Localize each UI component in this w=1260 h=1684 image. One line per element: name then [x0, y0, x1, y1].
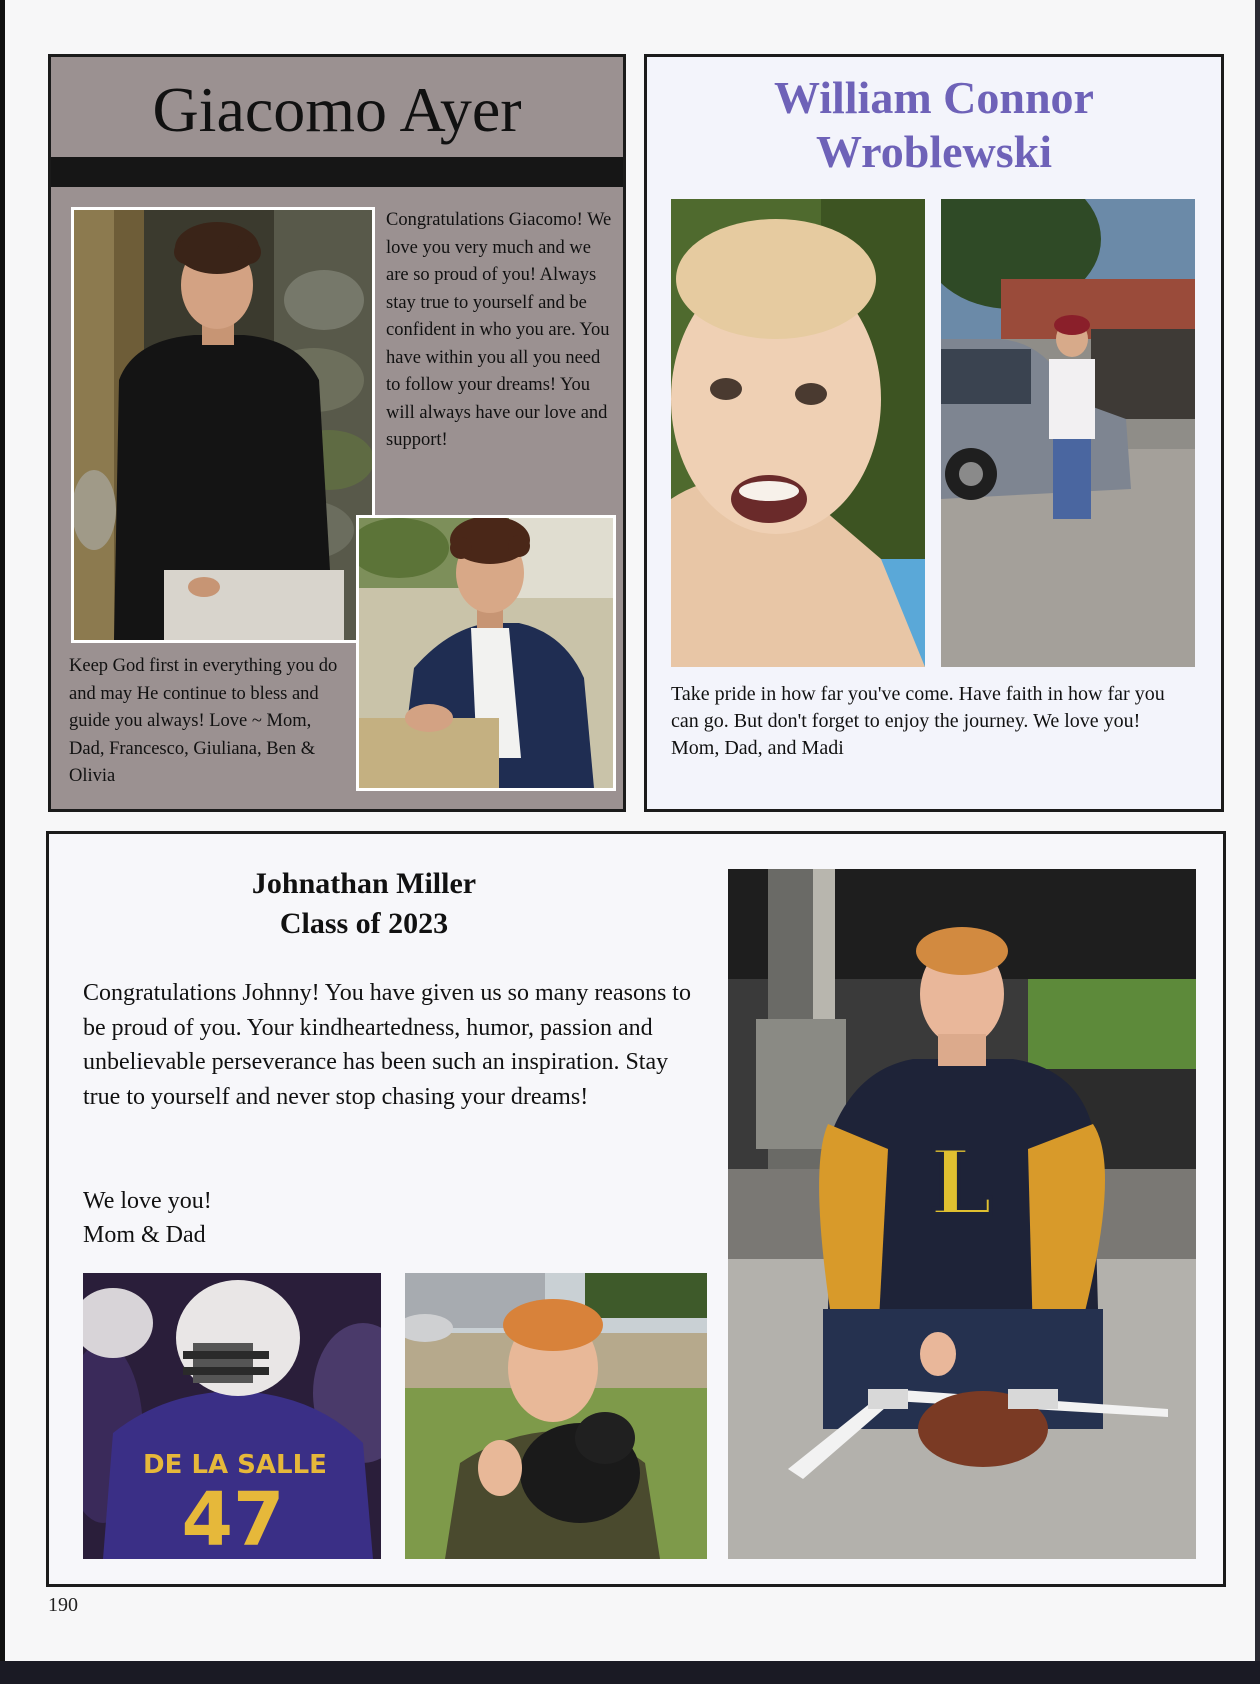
- portrait-photo-sweater: [71, 207, 375, 643]
- signoff-line-1: We love you!: [83, 1188, 212, 1214]
- baby-photo: [671, 199, 925, 667]
- ad-johnathan-miller: [46, 831, 1226, 1587]
- class-year: Class of 2023: [279, 907, 449, 940]
- portrait-photo-blazer: [356, 515, 616, 791]
- signoff-line-2: Mom & Dad: [83, 1222, 206, 1248]
- message: Congratulations Johnny! You have given us so many reasons to be proud of you. Your kindheartedness, humor, passion and unbelievable perseverance has been such an inspiration. Stay true to yourself and never stop chasing your dreams!: [83, 980, 691, 1110]
- scan-edge-bottom: [0, 1661, 1260, 1684]
- page-number: 190: [48, 1594, 78, 1616]
- message-top: Congratulations Giacomo! We love you very much and we are so proud of you! Always stay true to yourself and be confident in who you are. You have within you all you need to follow your dreams! You will always have our love and support!: [386, 210, 612, 450]
- senior-with-car-photo: [941, 199, 1195, 667]
- name-line-2: Wroblewski: [815, 126, 1053, 177]
- message: Take pride in how far you've come. Have faith in how far you can go. But don't forget to enjoy the journey. We love you! Mom, Dad, and Madi: [671, 683, 1165, 759]
- letter-patch: L: [929, 1130, 993, 1236]
- message-bottom: Keep God first in everything you do and may He continue to bless and guide you always! Love ~ Mom, Dad, Francesco, Giuliana, Ben & Olivia: [69, 656, 338, 786]
- ad-giacomo-ayer: [48, 54, 626, 812]
- ad-william-wroblewski: [644, 54, 1224, 812]
- scan-edge-left: [0, 0, 5, 1684]
- scan-edge-right: [1255, 0, 1260, 1684]
- senior-name: [647, 71, 1221, 179]
- jersey-number: 47: [181, 1477, 285, 1559]
- senior-name: Johnathan Miller: [251, 867, 477, 900]
- varsity-jacket-portrait: [728, 869, 1196, 1559]
- title-box: [54, 60, 620, 156]
- jersey-text: DE LA SALLE: [143, 1450, 327, 1480]
- senior-name: Giacomo Ayer: [152, 74, 522, 145]
- title-divider-bar: [51, 157, 623, 187]
- boy-with-puppy-photo: [405, 1273, 707, 1559]
- name-line-1: William Connor: [774, 72, 1094, 123]
- football-photo: [83, 1273, 381, 1559]
